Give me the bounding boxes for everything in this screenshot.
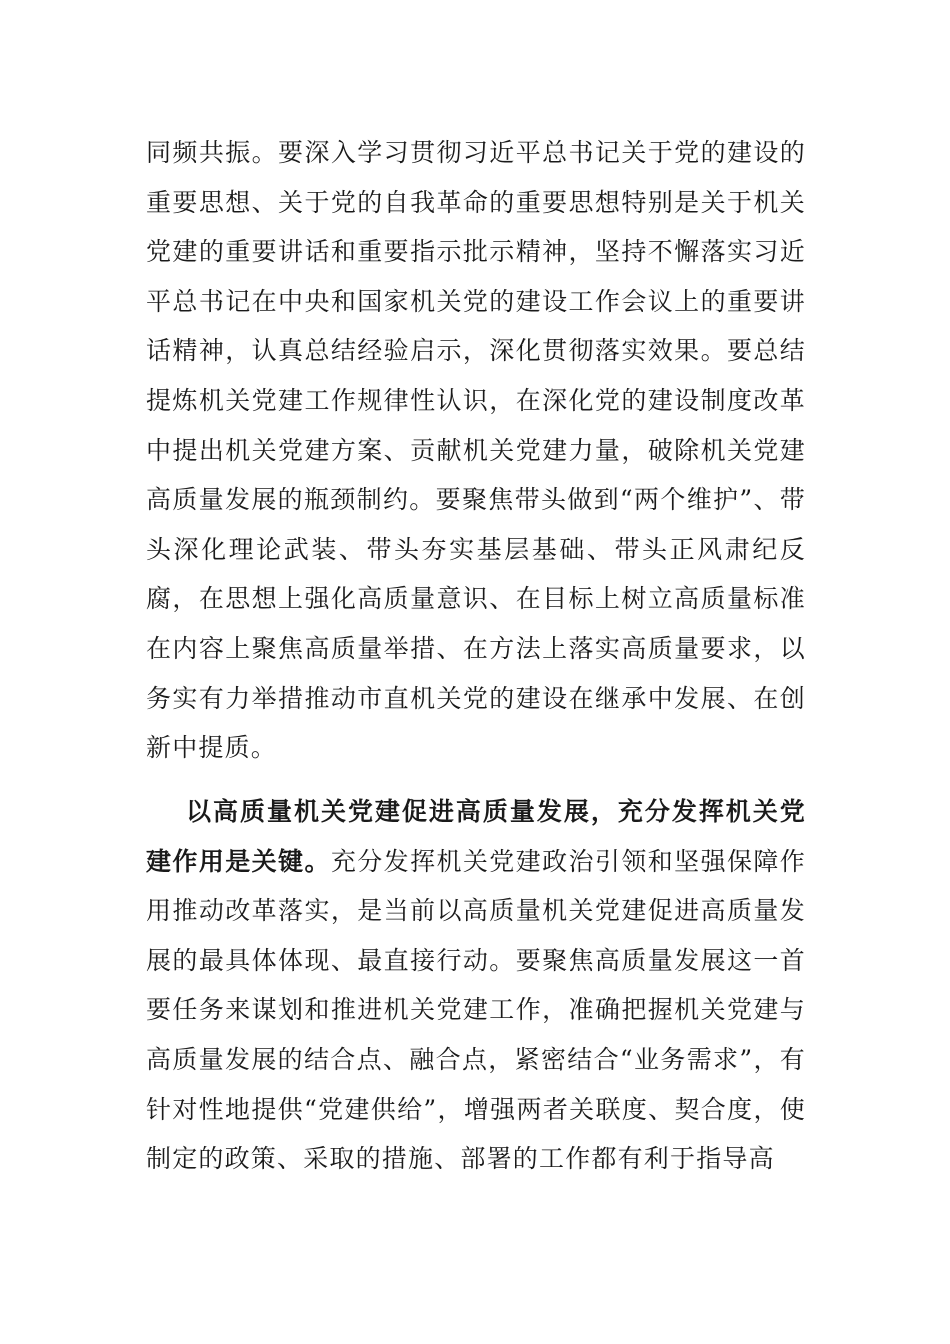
paragraph-2-body: 充分发挥机关党建政治引领和坚强保障作用推动改革落实，是当前以高质量机关党建促进高质量发展的最具体体现、最直接行动。要聚焦高质量发展这一首要任务来谋划和推进机关党建工作，准确把握机关党建与高质量发展的结合点、融合点，紧密结合“业务需求”，有针对性地提供“党建供给”，增强两者关联度、契合度，使制定的政策、采取的措施、部署的工作都有利于指导高 bbox=[146, 846, 806, 1174]
body-paragraph-1: 同频共振。要深入学习贯彻习近平总书记关于党的建设的重要思想、关于党的自我革命的重要思想特别是关于机关党建的重要讲话和重要指示批示精神，坚持不懈落实习近平总书记在中央和国家机关党的建设工作会议上的重要讲话精神，认真总结经验启示，深化贯彻落实效果。要总结提炼机关党建工作规律性认识，在深化党的建设制度改革中提出机关党建方案、贡献机关党建力量，破除机关党建高质量发展的瓶颈制约。要聚焦带头做到“两个维护”、带头深化理论武装、带头夯实基层基础、带头正风肃纪反腐，在思想上强化高质量意识、在目标上树立高质量标准在内容上聚焦高质量举措、在方法上落实高质量要求，以务实有力举措推动市直机关党的建设在继承中发展、在创新中提质。 bbox=[146, 138, 806, 763]
paragraph-2-heading: 以高质量机关党建促进高质量发展，充分发挥机关党建作用是关键。 bbox=[146, 797, 806, 876]
body-paragraph-2 bbox=[146, 787, 806, 1184]
